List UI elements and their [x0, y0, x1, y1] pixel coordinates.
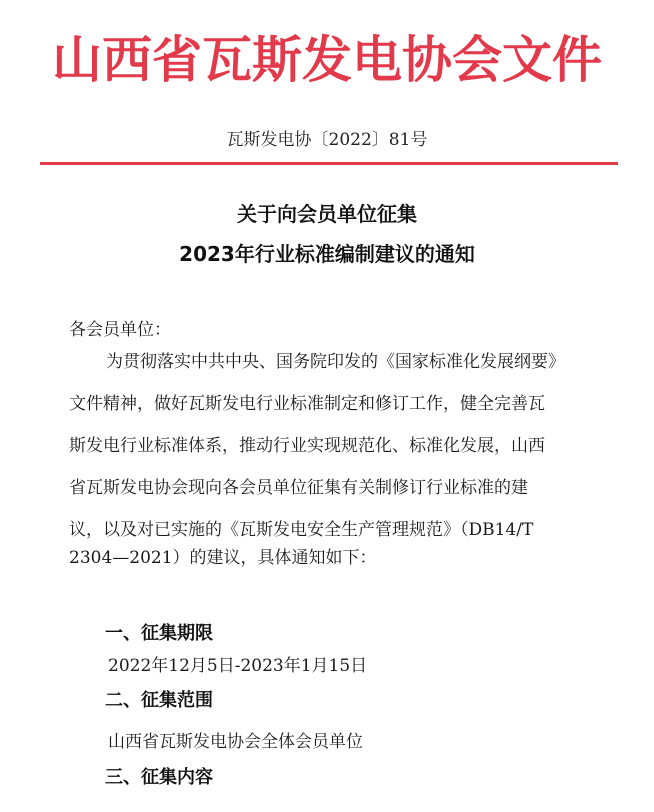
section-body-1: 2022年12月5日-2023年1月15日 — [108, 656, 368, 676]
document-number: 瓦斯发电协〔2022〕81号 — [226, 130, 428, 150]
notice-title-line-1: 关于向会员单位征集 — [237, 202, 417, 226]
section-heading-3: 三、征集内容 — [105, 767, 213, 788]
notice-title-line-2: 2023年行业标准编制建议的通知 — [179, 242, 475, 266]
body-line-4: 省瓦斯发电协会现向各会员单位征集有关制修订行业标准的建 — [69, 478, 528, 498]
salutation: 各会员单位： — [69, 320, 171, 340]
section-heading-2: 二、征集范围 — [105, 690, 213, 711]
body-line-1: 为贯彻落实中共中央、国务院印发的《国家标准化发展纲要》 — [106, 352, 565, 372]
body-line-6: 2304—2021）的建议，具体通知如下： — [69, 548, 377, 568]
section-body-2: 山西省瓦斯发电协会全体会员单位 — [108, 732, 363, 752]
section-heading-1: 一、征集期限 — [105, 623, 213, 644]
body-line-3: 斯发电行业标准体系，推动行业实现规范化、标准化发展，山西 — [69, 436, 545, 456]
body-line-5: 议，以及对已实施的《瓦斯发电安全生产管理规范》（DB14/T — [69, 520, 534, 540]
red-divider-line — [40, 162, 618, 165]
body-line-2: 文件精神，做好瓦斯发电行业标准制定和修订工作，健全完善瓦 — [69, 394, 545, 414]
masthead-title: 山西省瓦斯发电协会文件 — [52, 30, 602, 89]
